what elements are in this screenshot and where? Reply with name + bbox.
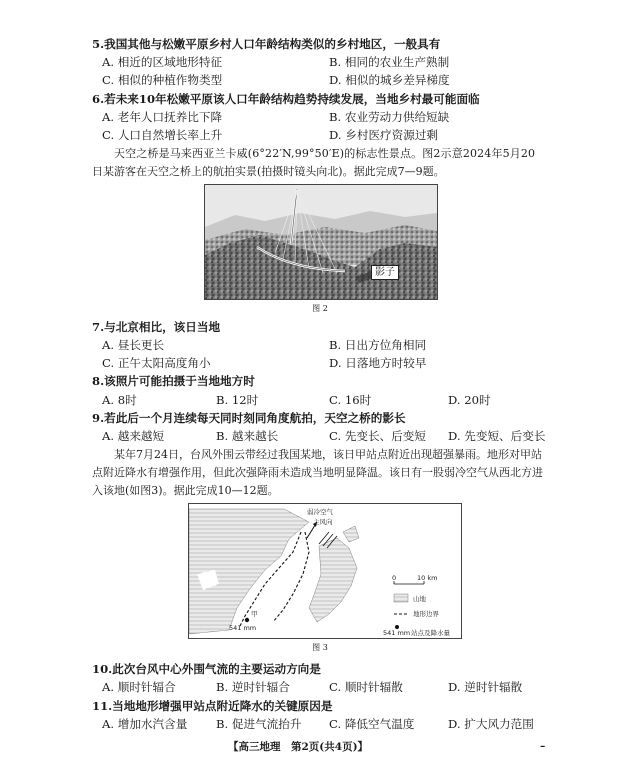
station-jia-marker xyxy=(245,618,249,622)
question-8-option-d: D. 20时 xyxy=(448,393,491,407)
question-9-option-a: A. 越来越短 xyxy=(102,429,165,443)
figure-2-caption: 图 2 xyxy=(312,304,328,313)
question-5-option-a: A. 相近的区域地形特征 xyxy=(102,55,223,69)
scale-zero: 0 xyxy=(392,574,397,582)
question-8-stem: 8.该照片可能拍摄于当地地方时 xyxy=(92,374,255,388)
intro-7-9-line1: 天空之桥是马来西亚兰卡威(6°22′N,99°50′E)的标志性景点。图2示意2024年5月20 xyxy=(114,147,536,160)
question-7-option-d: D. 日落地方时较早 xyxy=(329,356,427,370)
question-9-option-c: C. 先变长、后变短 xyxy=(329,429,426,443)
question-5-option-d: D. 相似的城乡差异梯度 xyxy=(329,73,450,87)
question-6-option-c: C. 人口自然增长率上升 xyxy=(102,128,223,142)
question-11-option-a: A. 增加水汽含量 xyxy=(102,717,188,731)
question-11-option-b: B. 促进气流抬升 xyxy=(216,717,302,731)
question-10-option-b: B. 逆时针辐合 xyxy=(216,680,290,694)
sky-bridge-photo xyxy=(205,185,437,299)
question-9-option-b: B. 越来越长 xyxy=(216,429,279,443)
shadow-callout-label: 影子 xyxy=(371,265,399,280)
question-10-option-d: D. 逆时针辐散 xyxy=(448,680,523,694)
question-8-option-a: A. 8时 xyxy=(102,393,137,407)
intro-7-9-line2: 日某游客在天空之桥上的航拍实景(拍摄时镜头向北)。据此完成7—9题。 xyxy=(92,165,445,178)
intro-10-12-line3: 入该地(如图3)。据此完成10—12题。 xyxy=(92,484,279,497)
station-jia-label: 甲 xyxy=(251,610,258,618)
figure-3-caption: 图 3 xyxy=(312,643,328,652)
intro-10-12-line1: 某年7月24日，台风外围云带经过我国某地，该日甲站点附近出现超强暴雨。地形对甲站 xyxy=(114,448,542,461)
question-11-option-c: C. 降低空气温度 xyxy=(329,717,415,731)
wind-direction-label: 主风向 xyxy=(313,518,333,526)
question-8-option-b: B. 12时 xyxy=(216,393,259,407)
legend-station-value: 541 mm xyxy=(383,629,411,637)
footer-mark: – xyxy=(540,740,546,752)
question-10-stem: 10.此次台风中心外围气流的主要运动方向是 xyxy=(92,662,321,676)
question-6-option-b: B. 农业劳动力供给短缺 xyxy=(329,110,450,124)
question-5-option-c: C. 相似的种植作物类型 xyxy=(102,73,223,87)
intro-10-12-line2: 点附近降水有增强作用，但此次强降雨未造成当地明显降温。该日有一股弱冷空气从西北方进 xyxy=(92,466,543,479)
cold-air-label: 弱冷空气 xyxy=(307,508,333,516)
question-10-option-a: A. 顺时针辐合 xyxy=(102,680,176,694)
terrain-map xyxy=(189,504,461,638)
question-9-stem: 9.若此后一个月连续每天同时刻同角度航拍，天空之桥的影长 xyxy=(92,411,406,425)
page-footer: 【高三地理 第2页(共4页)】 xyxy=(228,741,369,753)
legend-station-label: 站点及降水量 xyxy=(411,629,450,637)
question-11-stem: 11.当地地形增强甲站点附近降水的关键原因是 xyxy=(92,699,333,713)
legend-boundary-label: 地形边界 xyxy=(413,610,439,618)
scale-ten-km: 10 km xyxy=(417,574,438,582)
station-jia-rainfall: 541 mm xyxy=(229,624,257,632)
question-11-option-d: D. 扩大风力范围 xyxy=(448,717,534,731)
question-6-option-a: A. 老年人口抚养比下降 xyxy=(102,110,223,124)
question-8-option-c: C. 16时 xyxy=(329,393,372,407)
question-9-option-d: D. 先变短、后变长 xyxy=(448,429,546,443)
figure-3-map xyxy=(188,503,462,639)
question-7-option-b: B. 日出方位角相同 xyxy=(329,338,427,352)
legend-mountain-label: 山地 xyxy=(413,595,426,603)
figure-2-aerial-photo xyxy=(204,184,438,300)
question-6-option-d: D. 乡村医疗资源过剩 xyxy=(329,128,439,142)
question-5-option-b: B. 相同的农业生产熟制 xyxy=(329,55,450,69)
question-7-option-a: A. 昼长更长 xyxy=(102,338,165,352)
question-10-option-c: C. 顺时针辐散 xyxy=(329,680,403,694)
question-7-stem: 7.与北京相比，该日当地 xyxy=(92,320,221,334)
question-7-option-c: C. 正午太阳高度角小 xyxy=(102,356,211,370)
question-5-stem: 5.我国其他与松嫩平原乡村人口年龄结构类似的乡村地区，一般具有 xyxy=(92,37,441,51)
question-6-stem: 6.若未来10年松嫩平原该人口年龄结构趋势持续发展，当地乡村最可能面临 xyxy=(92,92,480,106)
